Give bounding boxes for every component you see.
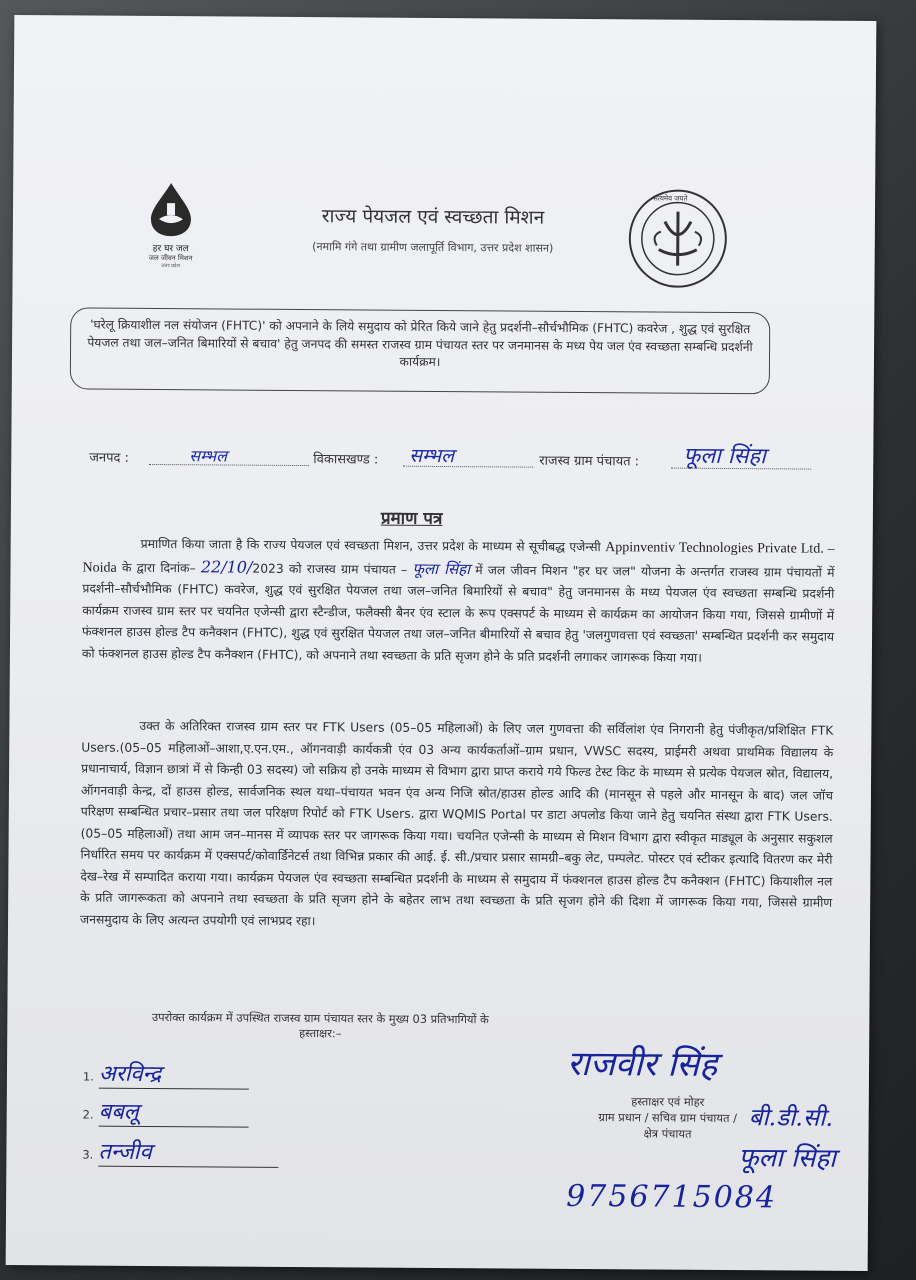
logo-left-line1: हर घर जल — [152, 243, 189, 255]
participants-intro-line2: हस्ताक्षर:– — [299, 1026, 342, 1041]
certificate-document — [6, 15, 877, 1271]
participants-intro — [85, 1010, 555, 1043]
p1-intro: प्रमाणित किया जाता है कि राज्य पेयजल एवं स्वच्छता मिशन, उत्तर प्रदेश के माध्यम से सूचीबद्ध एजेन्सी — [140, 536, 601, 555]
p2-body: उक्त के अतिरिक्त राजस्व ग्राम स्तर पर FTK Users (05–05 महिलाओं) के लिए जल गुणवत्ता की सर्विलांश एंव निगरानी हेतु पंजीकृत/प्रशिक्षित FTK Users.(05–05 महिलाओं–आशा,ए.एन.एम., ऑगनवाड़ी कार्यकत्री एंव 03 अन्य कार्यकर्ताओं–ग्राम प्रधान, VWSC सदस्य, प्राईमरी अथवा प्राथमिक विद्यालय के प्रधानाचार्य, विज्ञान छात्रां में से किन्ही 03 सदस्य) जो सक्रिय हो उनके माध्यम से विभाग द्वारा प्राप्त कराये गये फिल्ड टेस्ट किट के माध्यम से प्रत्येक पेयजल स्रोत, विद्यालय, ऑगनवाड़ी केन्द्र, दों हाउस होल्ड, सार्वजनिक स्थल यथा–पंचायत भवन एंव अन्य निजि स्रोत/हाउस होल्ड आदि की (मानसून से पहले और मानसून के बाद) जल जॉच परिक्षण सम्बन्धित प्रचार–प्रसार तथा जल परिक्षण रिपोर्ट को FTK Users. द्वारा WQMIS Portal पर डाटा अपलोड किया जाने हेतु चयनित संस्था द्वारा FTK Users.(05–05 महिलाओं) तथा आम जन–मानस में व्यापक स्तर पर जागरूक किया गया। चयनित एजेन्सी के माध्यम से मिशन विभाग द्वारा स्वीकृत माड्यूल के अनुसार सकुशल निर्धारित समय पर कार्यक्रम में एक्सपर्ट/कोवार्डिनेटर्स तथा विभिन्न प्रकार की आई. ई. सी./प्रचार प्रसार सामग्री–बकु लेट, पम्पलेट. पोस्टर एवं स्टीकर इत्यादि वितरण कर मेरी देख–रेख में सम्पादित कराया गया। कार्यक्रम पेयजल एंव स्वच्छता सम्बन्धित प्रदर्शनी के माध्यम से समुदाय में फंक्शनल हाउस होल्ड टैप कनैक्शन (FHTC) कियाशील नल के प्रति जागरूकता को अपनाने तथा स्वच्छता के प्रति सृजग होने के बहेतर लाभ तथा स्वच्छता के प्रति सृजग होने की दिशा में जागरूक किया गया, जिससे ग्रामीण जनसमुदाय के लिए अत्यन्त उपयोगी एवं लाभप्रद रहा। — [80, 718, 834, 928]
block-label: विकासखण्ड : — [313, 452, 379, 468]
paragraph-1 — [82, 533, 835, 669]
signatory-line2: ग्राम प्रधान / सचिव ग्राम पंचायत / — [598, 1110, 737, 1126]
signatory-block — [573, 1093, 763, 1142]
water-drop-icon — [131, 181, 211, 238]
village-handwritten: फूला सिंहा — [738, 1143, 837, 1174]
participant-3 — [82, 1136, 278, 1168]
p1-date-prefix: के द्वारा दिनांक– — [121, 560, 196, 575]
date-handwritten: 22/10/ — [200, 556, 253, 577]
designation-handwritten: बी.डी.सी. — [748, 1103, 834, 1132]
up-government-emblem — [626, 187, 729, 290]
paragraph-2 — [80, 715, 833, 935]
programme-description-box — [70, 307, 771, 394]
mission-subtitle: (नमामि गंगे तथा ग्रामीण जलापूर्ति विभाग, उत्तर प्रदेश शासन) — [312, 240, 554, 255]
district-label: जनपद : — [89, 450, 130, 466]
certificate-heading: प्रमाण पत्र — [380, 508, 443, 530]
agency-name: Appinventiv Technologies Private Ltd. – Noida — [82, 540, 835, 576]
signatory-line1: हस्ताक्षर एवं मोहर — [631, 1094, 705, 1109]
participant-3-signature: तन्जीव — [98, 1136, 278, 1168]
emblem-text: सत्यमेव जयते — [653, 194, 688, 203]
panchayat-label: राजस्व ग्राम पंचायत : — [539, 453, 640, 470]
panchayat-handwritten: फूला सिंहा — [412, 559, 471, 578]
panchayat-value: फूला सिंहा — [683, 443, 766, 470]
participant-2 — [83, 1096, 249, 1128]
signatory-signature: राजवीर सिंह — [566, 1043, 718, 1085]
p1-body: में जल जीवन मिशन "हर घर जल" योजना के अन्तर्गत राजस्व ग्राम पंचायतों में प्रदर्शनी–सौर्चभौमिक (FHTC) कवरेज, शुद्ध एवं सुरक्षित पेयजल तथा जल–जनित बिमारियों से बचाव" हेतु जनमानस के मध्य पेयजल एंव स्वच्छता सम्बन्धि प्रदर्शनी कार्यक्रम राजस्व ग्राम स्तर पर चयनित एजेन्सी द्वारा स्टैन्डीज, फलैक्सी बैनर एंव स्टाल के रूप एक्सपर्ट के माध्यम से कार्यक्रम का आयोजन किया गया, जिससे ग्रामीणों में फंक्शनल हाउस होल्ड टैप कनैक्शन (FHTC), शुद्ध एवं सुरक्षित पेयजल तथा जल–जनित बीमारियों से बचाव हेतु 'जलगुणवत्ता एवं स्वच्छता' सम्बन्धित प्रदर्शनी कर समुदाय को फंक्शनल हाउस होल्ड टैप कनैक्शन (FHTC), को अपनाने तथा स्वच्छता के प्रति सृजग होने के प्रति प्रदर्शनी लगाकर जागरूक किया गया। — [81, 562, 835, 665]
participant-1-signature: अरविन्द्र — [99, 1058, 249, 1090]
participant-2-signature: बबलू — [99, 1096, 249, 1128]
district-value: सम्भल — [189, 446, 228, 466]
logo-left-line2: जल जीवन मिशन — [148, 253, 193, 263]
participants-intro-line1: उपरोक्त कार्यक्रम में उपस्थित राजस्व ग्राम पंचायत स्तर के मुख्य 03 प्रतिभागियों के — [151, 1009, 489, 1027]
phone-number-handwritten: 9756715084 — [566, 1178, 778, 1216]
logo-left-line3: उत्तर प्रदेश — [161, 263, 181, 270]
district-dotline — [149, 464, 309, 466]
participant-1 — [83, 1058, 249, 1090]
participant-1-number: 1. — [82, 1069, 94, 1084]
programme-description-text: 'घरेलू क्रियाशील नल संयोजन (FHTC)' को अपनाने के लिये समुदाय को प्रेरित किये जाने हेतु प्रदर्शनी–सौर्चभौमिक (FHTC) कवरेज , शुद्ध एवं सुरक्षित पेयजल तथा जल–जनित बिमारियों से बचाव' हेतु जनपद की समस्त राजस्व ग्राम पंचायत स्तर पर जनमानस के मध्य पेय जल एंव स्वच्छता सम्बन्धि प्रदर्शनी कार्यक्रम। — [87, 317, 753, 369]
signatory-line3: क्षेत्र पंचायत — [643, 1126, 692, 1141]
block-value: सम्भल — [409, 444, 455, 468]
date-year: 2023 — [252, 561, 284, 576]
mission-title: राज्य पेयजल एवं स्वच्छता मिशन — [321, 205, 545, 229]
participant-2-number: 2. — [82, 1107, 94, 1122]
p1-panchayat-prefix: को राजस्व ग्राम पंचायत – — [288, 561, 408, 577]
participant-3-number: 3. — [82, 1147, 94, 1162]
har-ghar-jal-logo — [131, 181, 212, 272]
